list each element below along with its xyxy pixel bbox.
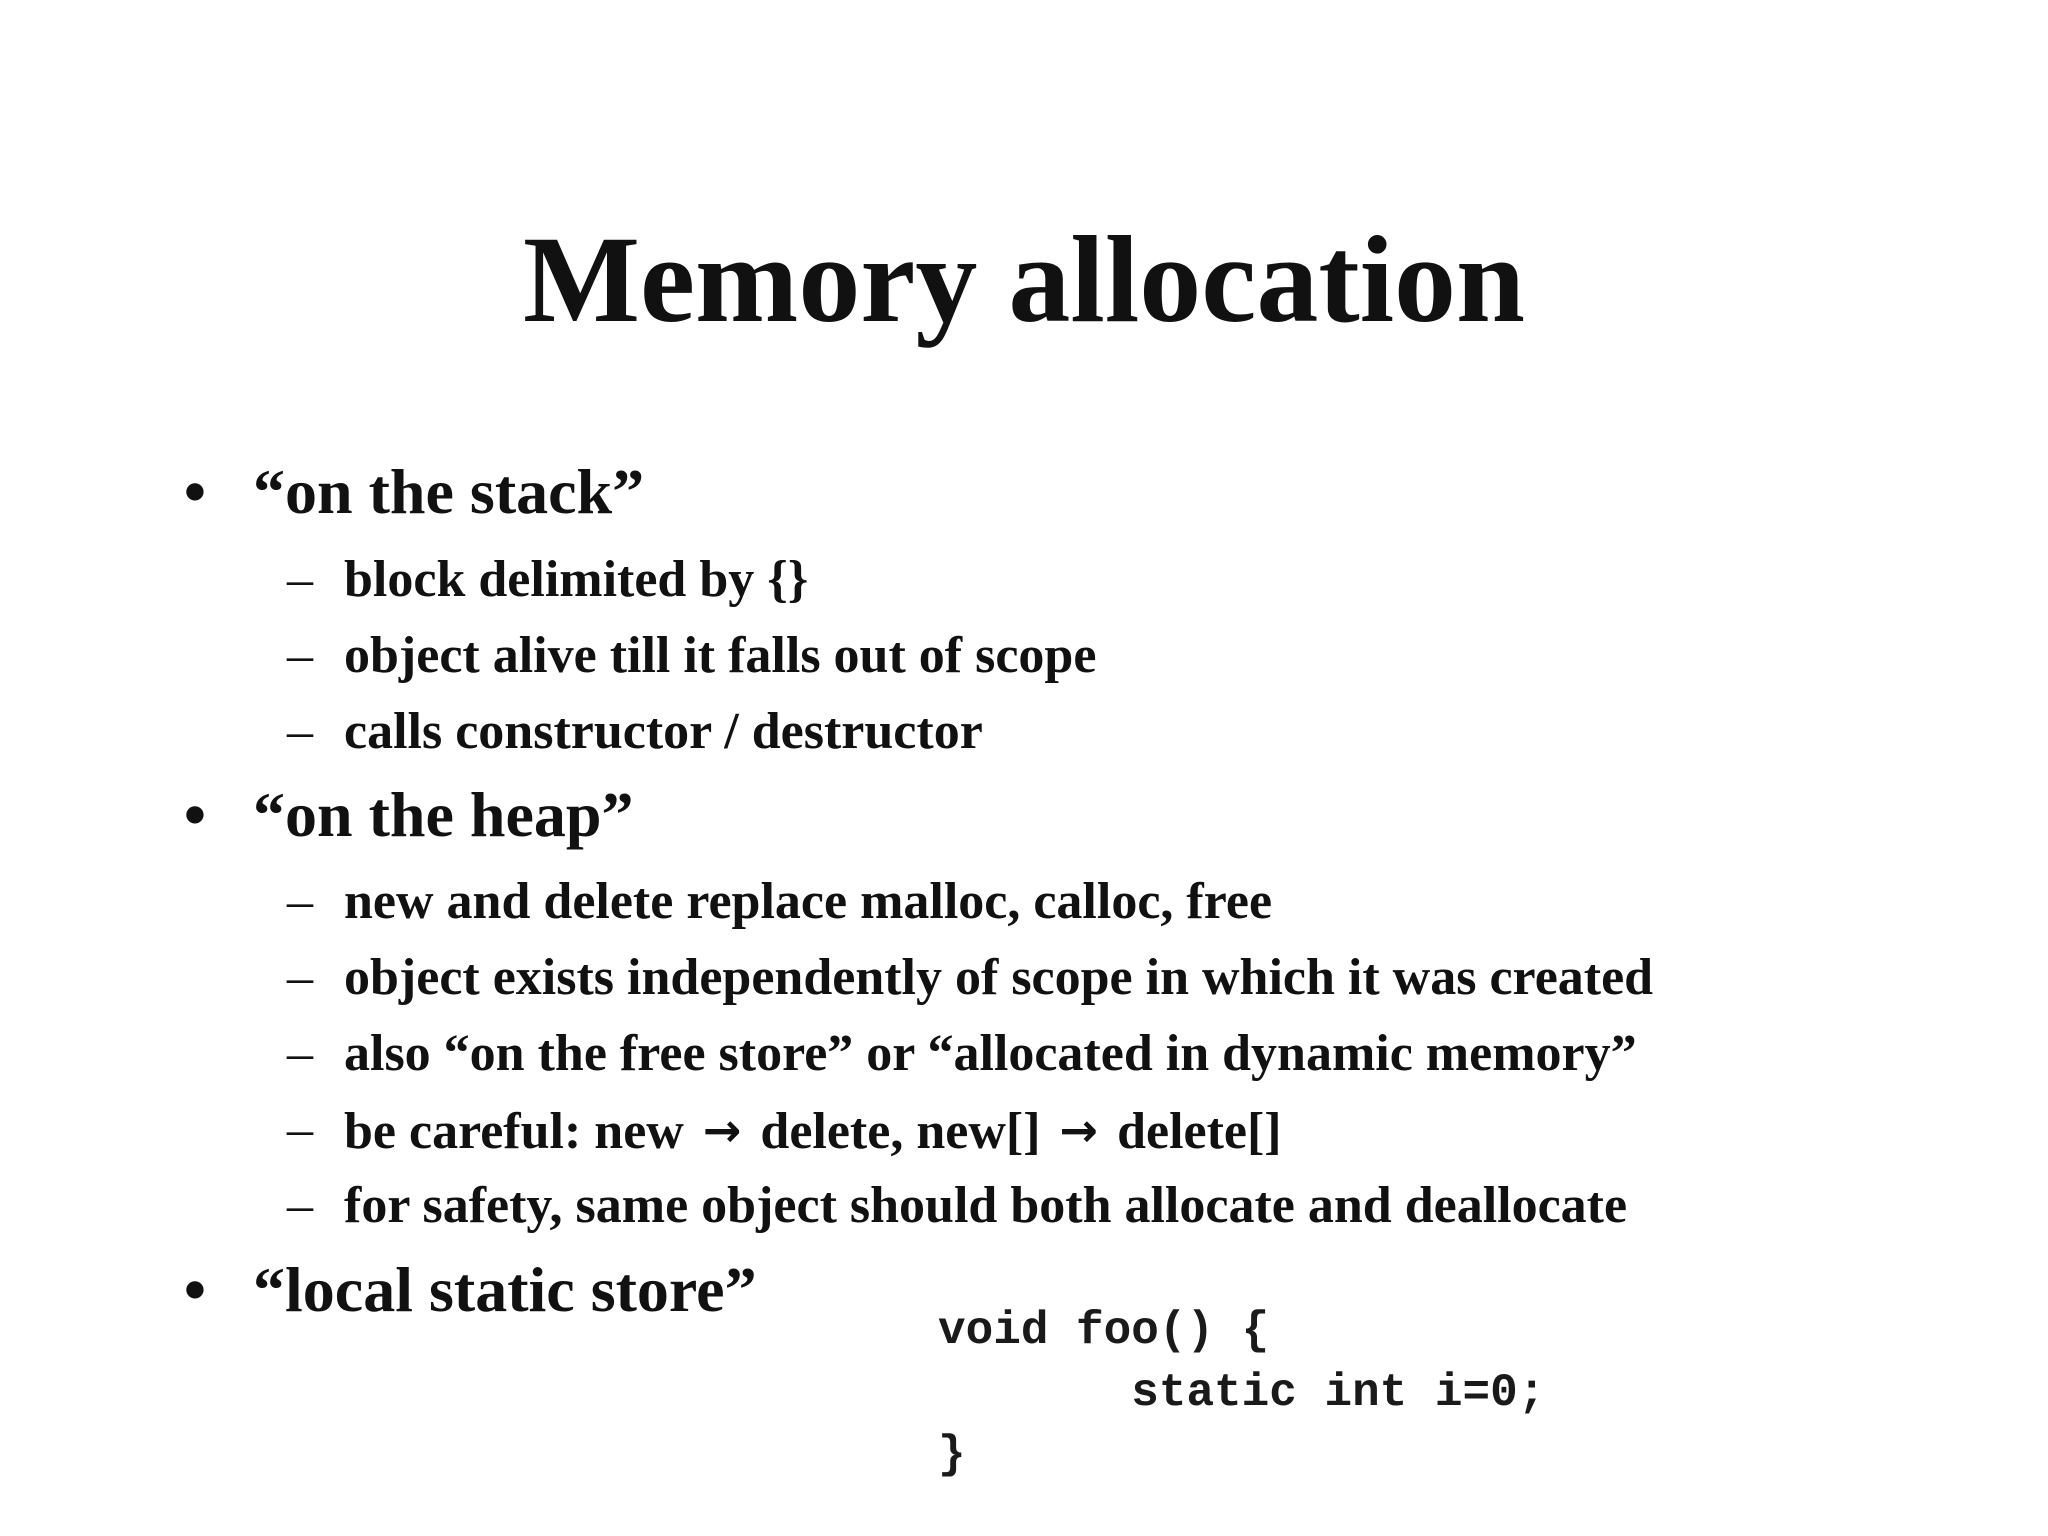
dash-marker: –: [287, 873, 313, 930]
dash-marker: –: [287, 1177, 313, 1234]
dash-marker: –: [287, 703, 313, 760]
slide-title: Memory allocation: [522, 211, 1526, 348]
dash-marker: –: [287, 1101, 313, 1158]
sub-item-text: object exists independently of scope in which it was created: [344, 949, 1654, 1006]
sub-item-text: [344, 1098, 1282, 1164]
bullet-marker: •: [183, 456, 207, 527]
bullet-text: “on the heap”: [253, 779, 634, 850]
sub-item-text: also “on the free store” or “allocated in dynamic memory”: [344, 1025, 1637, 1082]
bullet-text: “local static store”: [253, 1254, 757, 1325]
sub-item-text: new and delete replace malloc, calloc, free: [344, 873, 1273, 930]
dash-marker: –: [287, 627, 313, 684]
bullet-marker: •: [183, 779, 207, 850]
code-line: }: [938, 1429, 966, 1481]
dash-marker: –: [287, 949, 313, 1006]
bullet-marker: •: [183, 1254, 207, 1325]
sub-item-text-part: be careful: new: [344, 1103, 697, 1160]
bullet-text: “on the stack”: [253, 456, 645, 527]
sub-item-text: calls constructor / destructor: [344, 703, 983, 760]
sub-item-text-part: delete, new[]: [747, 1103, 1054, 1160]
sub-item-text: for safety, same object should both allocate and deallocate: [344, 1177, 1628, 1234]
code-line: void foo() {: [938, 1305, 1270, 1357]
sub-item-text-part: delete[]: [1104, 1103, 1282, 1160]
code-line: static int i=0;: [938, 1367, 1546, 1419]
code-block: [938, 1300, 1545, 1486]
dash-marker: –: [287, 1025, 313, 1082]
sub-item-text: object alive till it falls out of scope: [344, 627, 1097, 684]
right-arrow-icon: →: [1059, 1103, 1099, 1157]
sub-item-text: block delimited by {}: [344, 551, 809, 608]
right-arrow-icon: →: [702, 1103, 742, 1157]
dash-marker: –: [287, 551, 313, 608]
